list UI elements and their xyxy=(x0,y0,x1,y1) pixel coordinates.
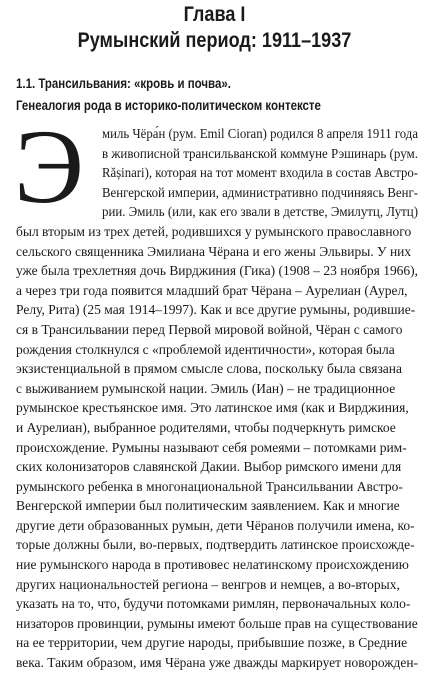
chapter-heading xyxy=(30,2,399,54)
text-line: и Аурелиан), выбранное родителями, чтобы подчеркнуть римское xyxy=(16,419,396,435)
text-line: других национальностей региона – венгров и немцев, а во-вторых, xyxy=(16,576,400,592)
text-line: в живописной трансильванской коммуне Рэшинарь (рум. xyxy=(102,145,418,161)
text-line: Релу, Рита) (25 мая 1914–1997). Как и все другие румыны, родившие- xyxy=(16,302,416,318)
text-line: указать на то, что, будучи потомками римлян, первоначальных коло- xyxy=(16,596,411,612)
text-line: ся в Трансильвании перед Первой мировой войной, Чёран с самого xyxy=(16,321,403,337)
text-line: сельского священника Эмилиана Чёрана и его жены Эльвиры. У них xyxy=(16,243,412,259)
text-line: румынское крестьянское имя. Это латинское имя (как и Вирджиния, xyxy=(16,400,409,416)
text-line: низаторов провинции, румыны имеют больше прав на существование xyxy=(16,615,418,631)
section-title-line-1: 1.1. Трансильвания: «кровь и почва». xyxy=(16,75,231,91)
drop-cap: Э xyxy=(14,108,84,225)
text-line: происхождение. Румыны называют себя ромеями – потомками рим- xyxy=(16,439,407,455)
text-line: миль Чёра́н (рум. Emil Cioran) родился 8 апреля 1911 года xyxy=(102,126,418,141)
text-line: рождения столкнулся с «проблемой идентичности», которая была xyxy=(16,341,395,357)
text-line: Венгерской империи был политическим заявлением. Как и многие xyxy=(16,498,400,514)
chapter-title: Глава I xyxy=(183,3,246,26)
chapter-subtitle: Румынский период: 1911–1937 xyxy=(77,29,352,52)
text-line: века. Таким образом, имя Чёрана уже дважды маркирует новорожден- xyxy=(16,655,418,671)
text-line: другие дети образованных румын, дети Чёранов получили имена, ко- xyxy=(16,517,415,533)
text-line: уже была трехлетняя дочь Вирджиния (Гика) (1908 – 23 ноября 1966), xyxy=(16,263,418,279)
text-line: а через три года появится младший брат Чёрана – Аурелиан (Аурел, xyxy=(16,282,408,298)
text-line: торые должны были, во-первых, подтвердить латинское происхожде- xyxy=(16,537,415,553)
body-paragraph xyxy=(16,124,418,673)
text-line: ских колонизаторов славянской Дакии. Выбор римского имени для xyxy=(16,459,402,475)
section-title-line-2: Генеалогия рода в историко-политическом контексте xyxy=(16,97,321,113)
text-line: был вторым из трех детей, родившихся у румынского православного xyxy=(16,223,412,239)
text-line: с выживанием румынской нации. Эмиль (Иан) – не традиционное xyxy=(16,380,396,396)
text-line: румынского ребенка в многонациональной Трансильвании Австро- xyxy=(16,478,403,494)
text-line: Венгерской империи, административно подчиняясь Венг- xyxy=(102,184,418,200)
text-line: экзистенциальной в прямом смысле слова, поскольку была связана xyxy=(16,361,402,377)
text-line: на ее территории, чем другие народы, прибывшие позже, в Средние xyxy=(16,635,408,651)
text-line: рии. Эмиль (или, как его звали в детстве, Эмилутц, Лутц) xyxy=(102,204,418,220)
text-line: Rășinari), которая на тот момент входила в состав Австро- xyxy=(102,165,418,181)
text-line: ние румынского народа в противовес нелатинскому происхождению xyxy=(16,557,409,573)
